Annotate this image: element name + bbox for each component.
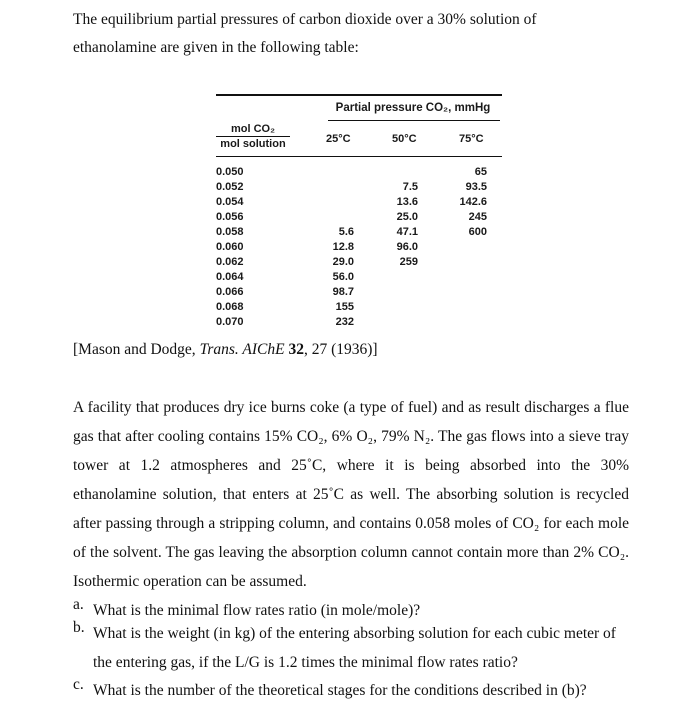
question-label: a. <box>73 596 84 613</box>
cell-t75: 93.5 <box>465 181 487 193</box>
header-rule <box>328 120 500 121</box>
cell-t25: 5.6 <box>338 226 354 238</box>
question-text: What is the weight (in kg) of the entering absorbing solution for each cubic meter of the entering gas, if the L/G is 1.2 times the minimal flow rates ratio? <box>93 625 616 671</box>
cell-t75: 142.6 <box>459 196 487 208</box>
table-row <box>216 286 502 301</box>
citation <box>73 341 378 359</box>
problem-statement <box>73 393 629 596</box>
table-row <box>216 316 502 331</box>
table-row <box>216 241 502 256</box>
question-label: c. <box>73 676 84 693</box>
table-row <box>216 166 502 181</box>
mol-ratio-denominator: mol solution <box>220 138 286 150</box>
problem-paragraph: A facility that produces dry ice burns coke (a type of fuel) and as result discharges a flue gas that after cooling contains 15% CO₂, 6% O₂, 79% N₂. The gas flows into a sieve tray tower at 1.2 atmospheres and 25˚C, where it is being absorbed into the 30% ethanolamine solution, that enters at 25˚C as well. The absorbing solution is recycled after passing through a stripping column, and contains 0.058 moles of CO₂ for each mole of the solvent. The gas leaving the absorption column cannot contain more than 2% CO₂. Isothermic operation can be assumed. <box>73 399 629 590</box>
table-top-rule <box>216 94 502 96</box>
citation-rest: , 27 (1936)] <box>303 341 378 358</box>
cell-mol: 0.056 <box>216 211 244 223</box>
intro-line-2: ethanolamine are given in the following table: <box>73 39 359 56</box>
cell-mol: 0.066 <box>216 286 244 298</box>
cell-mol: 0.060 <box>216 241 244 253</box>
cell-mol: 0.064 <box>216 271 244 283</box>
cell-t50: 7.5 <box>402 181 418 193</box>
cell-t25: 56.0 <box>332 271 354 283</box>
cell-mol: 0.052 <box>216 181 244 193</box>
table-row <box>216 181 502 196</box>
question-text: What is the number of the theoretical stages for the conditions described in (b)? <box>93 682 587 699</box>
intro-line-1: The equilibrium partial pressures of carbon dioxide over a 30% solution of <box>73 11 537 28</box>
cell-t50: 259 <box>399 256 418 268</box>
cell-t75: 65 <box>474 166 487 178</box>
table-row <box>216 211 502 226</box>
header-bottom-rule <box>216 156 502 157</box>
cell-mol: 0.050 <box>216 166 244 178</box>
table-row <box>216 301 502 316</box>
question-label: b. <box>73 619 85 636</box>
partial-pressure-header: Partial pressure CO₂, mmHg <box>335 102 491 114</box>
temp-header-25: 25°C <box>326 133 351 145</box>
mol-ratio-numerator: mol CO₂ <box>216 123 290 137</box>
table-row <box>216 226 502 241</box>
citation-journal: Trans. AIChE <box>199 341 285 358</box>
cell-t50: 96.0 <box>396 241 418 253</box>
cell-t25: 155 <box>335 301 354 313</box>
cell-t25: 12.8 <box>332 241 354 253</box>
cell-mol: 0.068 <box>216 301 244 313</box>
cell-t75: 600 <box>468 226 487 238</box>
table-row <box>216 271 502 286</box>
temp-header-75: 75°C <box>459 133 484 145</box>
cell-mol: 0.054 <box>216 196 244 208</box>
cell-mol: 0.062 <box>216 256 244 268</box>
cell-t50: 13.6 <box>396 196 418 208</box>
cell-t75: 245 <box>468 211 487 223</box>
mol-ratio-header <box>216 123 290 150</box>
cell-t25: 29.0 <box>332 256 354 268</box>
cell-t25: 98.7 <box>332 286 354 298</box>
intro-text <box>73 6 633 62</box>
cell-mol: 0.070 <box>216 316 244 328</box>
citation-volume: 32 <box>288 341 304 358</box>
question-text: What is the minimal flow rates ratio (in mole/mole)? <box>93 602 421 619</box>
cell-t50: 25.0 <box>396 211 418 223</box>
table-row <box>216 196 502 211</box>
cell-t25: 232 <box>335 316 354 328</box>
temp-header-50: 50°C <box>392 133 417 145</box>
citation-authors: [Mason and Dodge, <box>73 341 200 358</box>
table-row <box>216 256 502 271</box>
cell-t50: 47.1 <box>396 226 418 238</box>
cell-mol: 0.058 <box>216 226 244 238</box>
